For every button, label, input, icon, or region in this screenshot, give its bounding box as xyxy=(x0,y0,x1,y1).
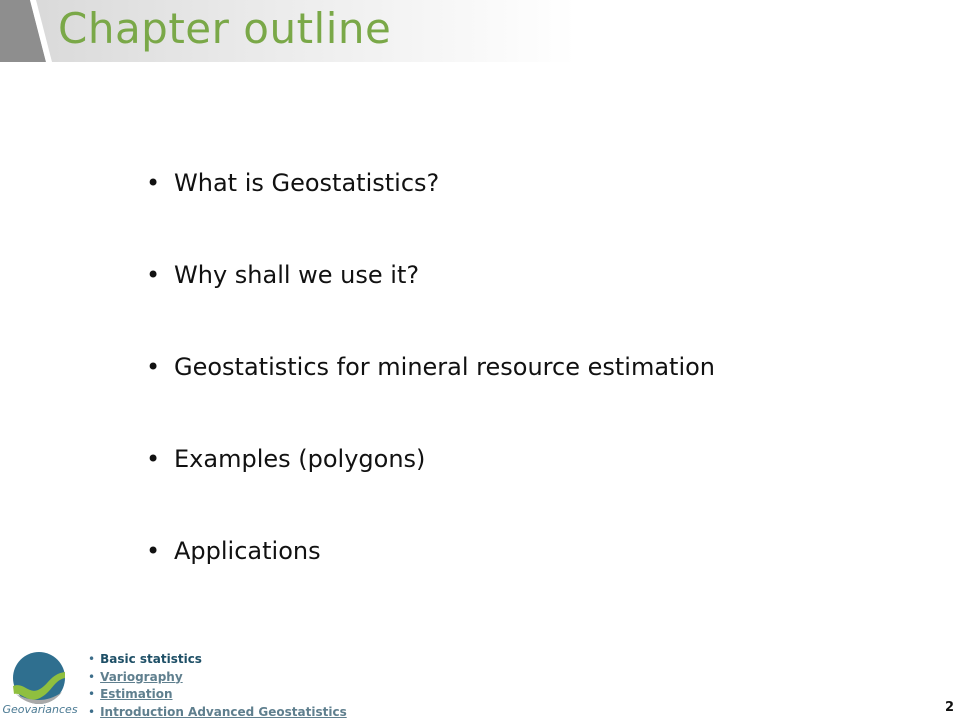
outline-item-label: Examples (polygons) xyxy=(174,440,425,478)
bullet-icon: • xyxy=(146,164,166,202)
bullet-icon: • xyxy=(88,687,95,701)
outline-item-label: Applications xyxy=(174,532,321,570)
bullet-icon: • xyxy=(146,440,166,478)
bullet-icon: • xyxy=(146,532,166,570)
slide-title: Chapter outline xyxy=(58,8,391,50)
chapter-nav xyxy=(88,651,347,721)
bullet-icon: • xyxy=(146,256,166,294)
nav-link-advanced-geostatistics[interactable]: Introduction Advanced Geostatistics xyxy=(100,705,347,719)
nav-link-estimation[interactable]: Estimation xyxy=(100,687,172,701)
page-number: 2 xyxy=(945,700,954,715)
nav-item-estimation[interactable] xyxy=(88,686,347,704)
outline-item-label: Why shall we use it? xyxy=(174,256,419,294)
nav-item-variography[interactable] xyxy=(88,669,347,687)
outline-item-label: Geostatistics for mineral resource estimation xyxy=(174,348,715,386)
bullet-icon: • xyxy=(88,705,95,719)
bullet-icon: • xyxy=(146,348,166,386)
nav-label-current: Basic statistics xyxy=(100,652,202,666)
outline-item-label: What is Geostatistics? xyxy=(174,164,439,202)
logo-wordmark: Geovariances xyxy=(2,703,78,716)
bullet-icon: • xyxy=(88,652,95,666)
nav-item-basic-statistics xyxy=(88,651,347,669)
nav-link-variography[interactable]: Variography xyxy=(100,670,183,684)
nav-item-advanced-geostatistics[interactable] xyxy=(88,704,347,721)
bullet-icon: • xyxy=(88,670,95,684)
